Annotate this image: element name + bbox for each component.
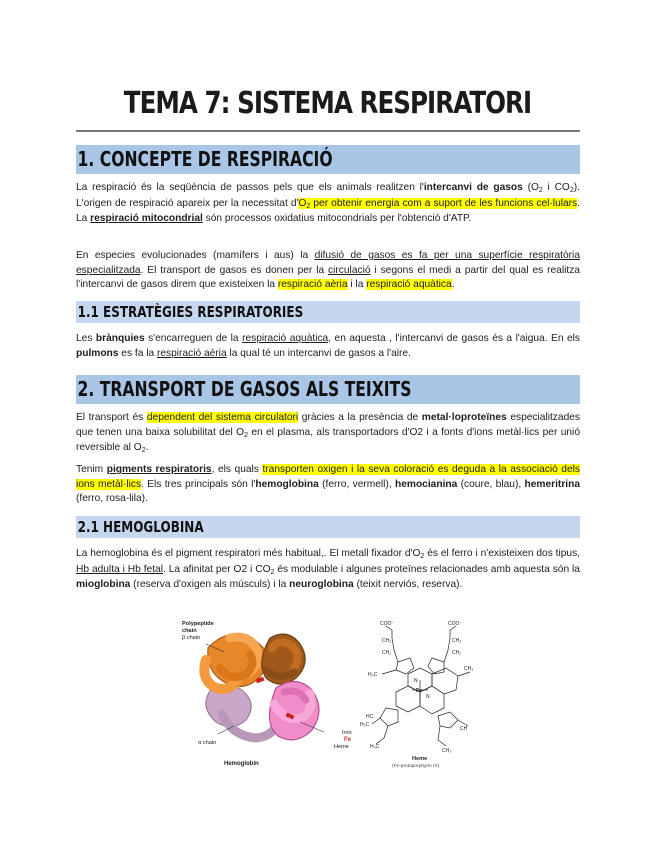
paragraph-evolved-species: En especies evolucionades (mamífers i aus) la difusió de gasos es fa per una superfície respiratòria especialitzada. El transport de gasos es donen per la circulació i segons el medi a partir del qual es realitza l'intercanvi de gasos direm que existeixen la respiració aèria i la respiració aquàtica. xyxy=(76,250,581,291)
caption-hemoglobin: Hemoglobin xyxy=(224,761,259,767)
heme-ch3-right: CH₃ xyxy=(464,666,474,672)
section-heading-2: 2. TRANSPORT DE GASOS ALS TEIXITS xyxy=(76,375,580,404)
paragraph-respiratory-pigments: Tenim pigments respiratoris, els quals transporten oxigen i la seva coloració es deguda a la associació dels ions metàl·lics. Els tres principals són l'hemoglobina (ferro, vermell), hemocianina (coure, blau), hemeritrina (ferro, rosa-lila). xyxy=(76,464,580,505)
section-heading-1-1: 1.1 ESTRATÈGIES RESPIRATORIES xyxy=(76,301,580,323)
heme-n-top: N xyxy=(414,678,418,684)
heme-structure-diagram xyxy=(372,626,470,746)
label-fe: Fe xyxy=(344,737,352,743)
caption-heme: Heme xyxy=(412,756,428,762)
label-chain: chain xyxy=(182,628,197,634)
heme-h3c-left: H₃C xyxy=(368,672,378,678)
label-beta-chain: β chain xyxy=(182,635,201,641)
section-heading-1: 1. CONCEPTE DE RESPIRACIÓ xyxy=(76,145,580,174)
paragraph-respiratory-strategies: Les brànquies s'encarreguen de la respiració aquàtica, en aquesta , l'intercanvi de gasos és a l'aigua. En els pulmons es fa la respiració aèria la qual té un intercanvi de gasos a l'aire. xyxy=(76,333,581,359)
heme-ch2-right-b: CH₂ xyxy=(452,650,462,656)
heme-ch2-left-b: CH₂ xyxy=(382,650,392,656)
heme-h3c-bottom: H₃C xyxy=(370,744,380,750)
heme-ch2-left-a: CH₂ xyxy=(382,638,392,644)
hemoglobin-heme-figure xyxy=(176,618,480,770)
heme-ch3-bottom: CH₃ xyxy=(442,748,452,754)
heme-n-bottom: N xyxy=(426,694,430,700)
section-heading-2-1: 2.1 HEMOGLOBINA xyxy=(76,516,580,538)
heme-coo-right: COO⁻ xyxy=(448,621,463,627)
heme-coo-left: COO⁻ xyxy=(380,621,395,627)
heme-h2c: H₂C xyxy=(360,722,370,728)
heme-hc: HC xyxy=(366,714,374,720)
title-divider xyxy=(76,130,580,132)
hemoglobin-illustration xyxy=(182,621,352,767)
label-alpha-chain: α chain xyxy=(198,740,217,746)
heme-ch-right: CH xyxy=(460,726,468,732)
paragraph-gas-transport: El transport és dependent del sistema circulatori gràcies a la presència de metal·loproteïnes especialitzades que tenen una baixa solubilitat del $O_2$ en el plasma, als transportadors d'O2 i a fonts d'ions metàl·lics per unió reversible al $O_2$. xyxy=(76,412,580,455)
label-polypeptide: Polypeptide xyxy=(182,621,214,627)
paragraph-respiration-concept: La respiració és la seqüència de passos pels que els animals realitzen l'intercanvi de gasos ($O_2$ i $CO_2$). L'origen de respiració apareix per la necessitat $d'O_2$ per obtenir energia com a suport de les funcions cel·lulars. La respiració mitocondrial són processos oxidatius mitocondrials per l'obtenció d'ATP. xyxy=(76,182,580,225)
page-title: TEMA 7: SISTEMA RESPIRATORI xyxy=(123,86,532,121)
heme-fe: Fe xyxy=(416,688,422,694)
caption-heme-sub: (Fe-protoporphyrin IX) xyxy=(392,764,440,769)
paragraph-hemoglobin: La hemoglobina és el pigment respiratori més habitual,. El metall fixador $d'O_2$ és el ferro i n'existeixen dos tipus, Hb adulta i Hb fetal. La afinitat per O2 i $CO_2$ és modulable i algunes proteïnes relacionades amb aquesta són la mioglobina (reserva d'oxigen als músculs) i la neuroglobina (teixit nerviós, reserva). xyxy=(76,548,581,591)
label-heme: Heme xyxy=(334,744,349,750)
label-iron: Iron xyxy=(342,730,352,736)
heme-ch2-right-a: CH₂ xyxy=(452,638,462,644)
